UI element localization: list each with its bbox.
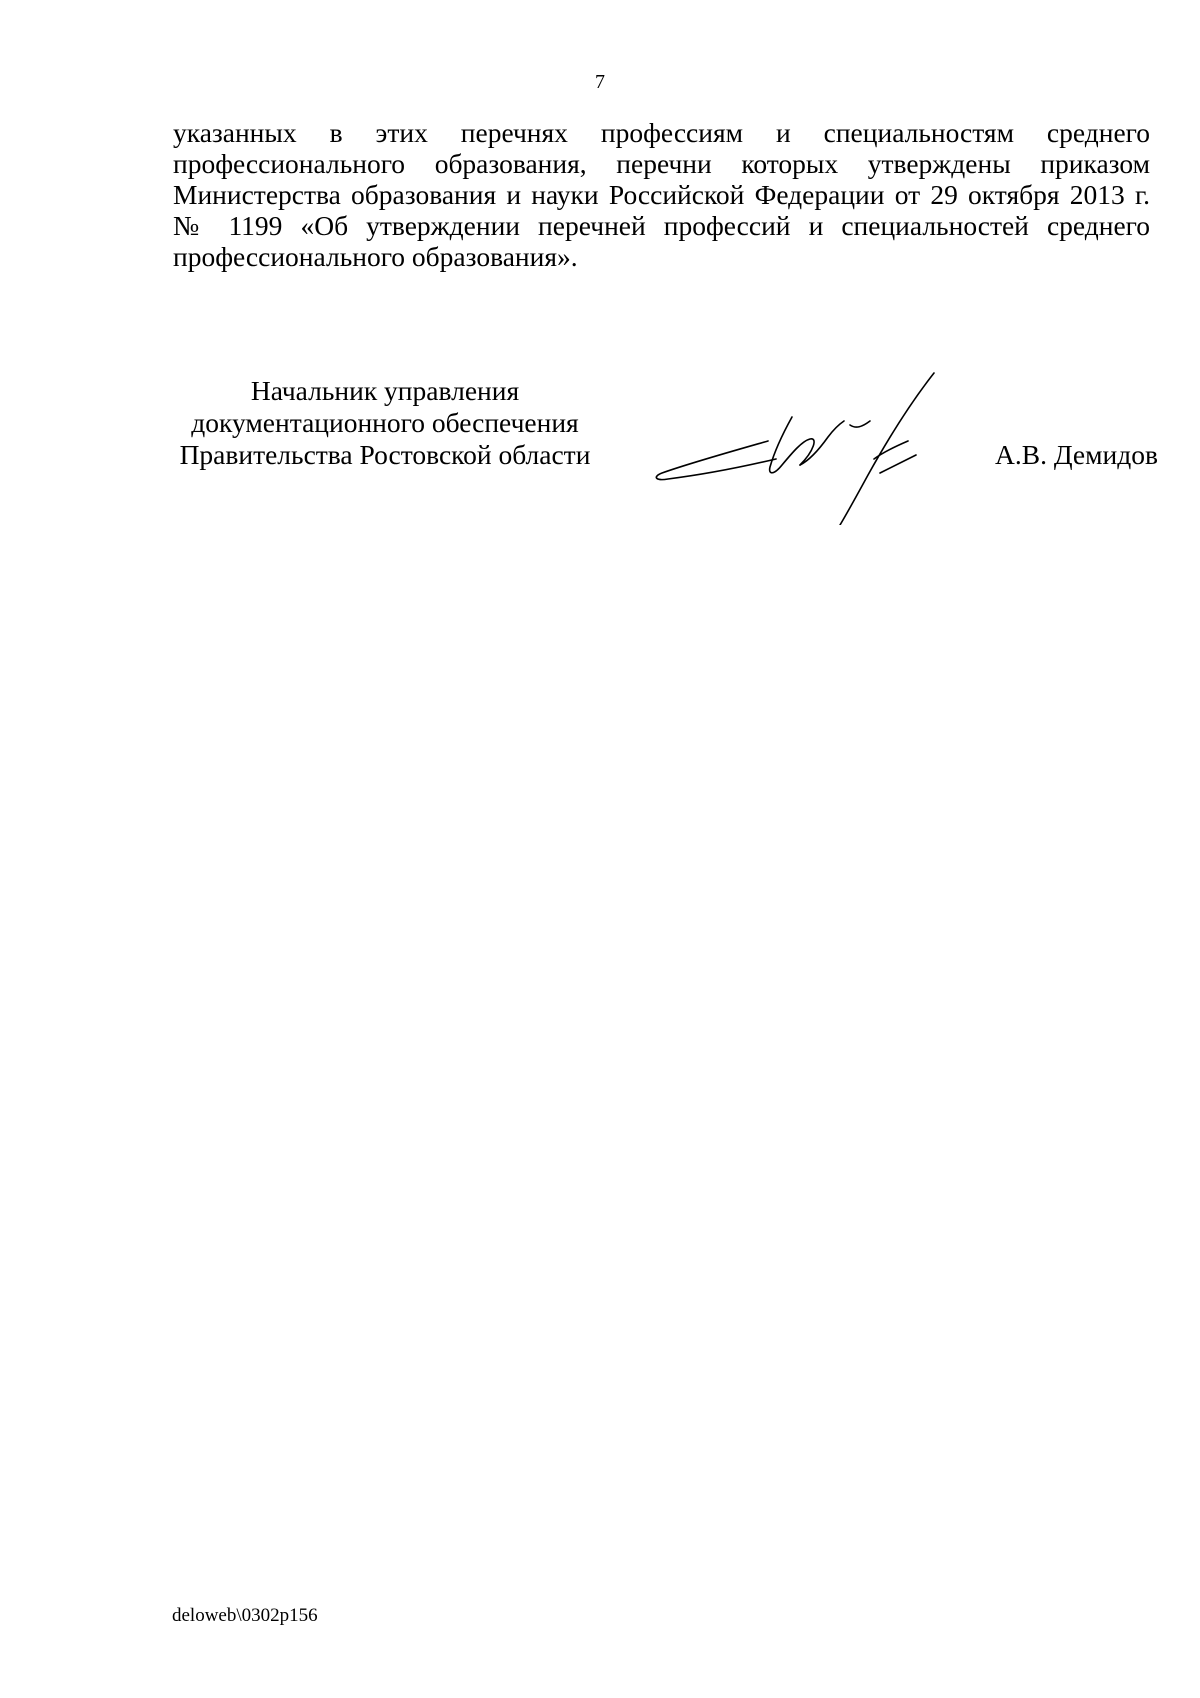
body-line-3: Министерства образования и науки Российской Федерации от 29 октября 2013 г.: [173, 179, 1150, 210]
signatory-title-line-1: Начальник управления: [250, 375, 520, 406]
signatory-name: А.В. Демидов: [995, 439, 1158, 470]
body-line-2: профессионального образования, перечни которых утверждены приказом: [173, 148, 1150, 179]
signatory-title-line-2: документационного обеспечения: [191, 407, 579, 438]
signature-block: [170, 375, 1158, 535]
document-code: deloweb\0302p156: [172, 1605, 318, 1626]
body-line-5: профессионального образования».: [173, 241, 578, 272]
signatory-title: [170, 375, 600, 471]
body-line-4: № 1199 «Об утверждении перечней профессий и специальностей среднего: [173, 210, 1150, 241]
page-number: 7: [595, 71, 605, 93]
signatory-title-line-3: Правительства Ростовской области: [179, 439, 591, 470]
body-paragraph: [173, 117, 1150, 272]
handwritten-signature: [650, 355, 970, 525]
body-line-1: указанных в этих перечнях профессиям и специальностям среднего: [173, 117, 1150, 148]
